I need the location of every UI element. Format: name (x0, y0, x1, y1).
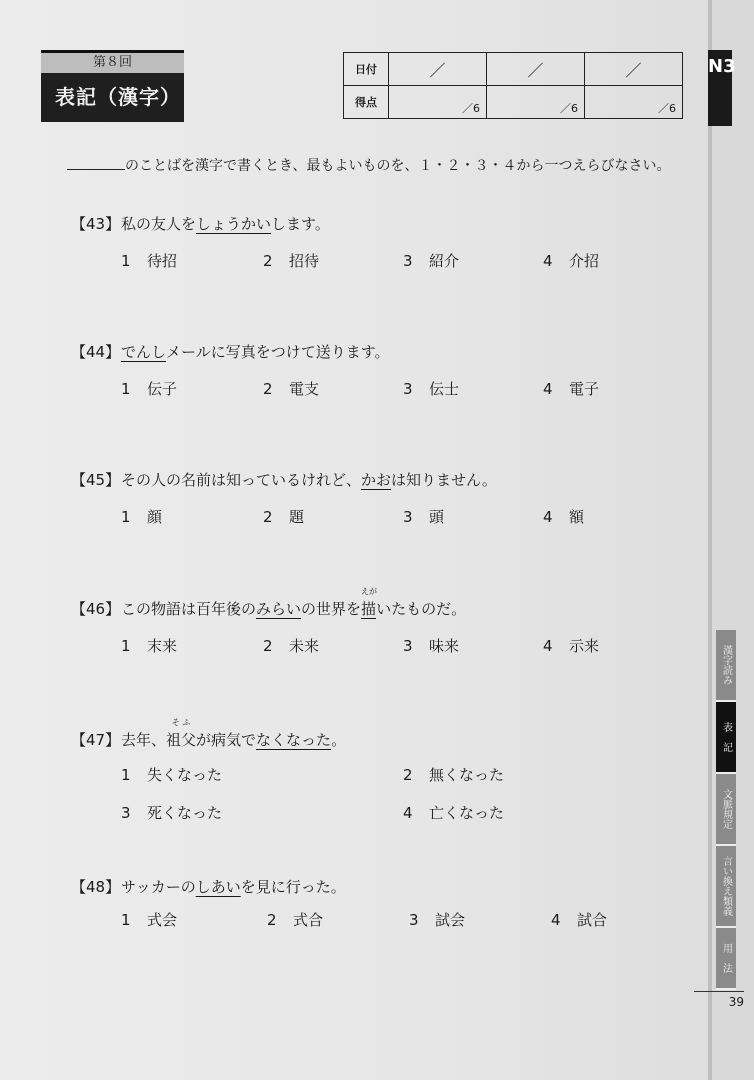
ruby-word: えが 描 (361, 587, 378, 618)
option-2[interactable]: 2 未来 (263, 637, 320, 655)
question-45 (71, 468, 671, 532)
option-1[interactable]: 1 伝子 (121, 380, 178, 398)
option-1[interactable]: 1 失くなった (121, 766, 223, 784)
page-number: 39 (694, 991, 744, 1009)
question-stem: 【44】でんしメールに写真をつけて送ります。 (71, 343, 390, 361)
option-4[interactable]: 4 示来 (543, 637, 600, 655)
section-tabs (716, 630, 736, 990)
option-3[interactable]: 3 死くなった (121, 804, 223, 822)
option-4[interactable]: 4 介招 (543, 252, 600, 270)
options (71, 635, 671, 661)
option-4[interactable]: 4 亡くなった (403, 804, 505, 822)
question-43 (71, 212, 671, 276)
question-stem: 【48】サッカーのしあいを見に行った。 (71, 878, 346, 896)
instruction-text: のことばを漢字で書くとき、最もよいものを、１・２・３・４から一つえらびなさい。 (125, 158, 671, 174)
option-4[interactable]: 4 電子 (543, 380, 600, 398)
target-word: でんし (121, 343, 167, 361)
target-word: しょうかい (196, 215, 272, 233)
target-word: かお (361, 471, 392, 489)
score-cell-1: ／6 (389, 86, 487, 119)
option-2[interactable]: 2 招待 (263, 252, 320, 270)
target-word: みらい (256, 600, 302, 618)
level-badge: N3 (708, 50, 732, 126)
option-3[interactable]: 3 味来 (403, 637, 460, 655)
furigana: そ ふ (171, 718, 191, 727)
underline-blank (67, 155, 125, 170)
option-2[interactable]: 2 無くなった (403, 766, 505, 784)
options (71, 250, 671, 276)
tab-context[interactable]: 文脈規定 (716, 774, 736, 846)
option-3[interactable]: 3 頭 (403, 508, 445, 526)
tab-kanji-reading[interactable]: 漢字読み (716, 630, 736, 702)
furigana: えが (361, 587, 378, 596)
option-3[interactable]: 3 紹介 (403, 252, 460, 270)
option-1[interactable]: 1 顔 (121, 508, 163, 526)
option-2[interactable]: 2 題 (263, 508, 305, 526)
tab-usage[interactable]: 用 法 (716, 928, 736, 990)
target-word: なくなった (256, 731, 332, 749)
date-cell-2: ／ (487, 53, 585, 86)
section-title: 表記（漢字） (41, 73, 184, 122)
date-label: 日付 (344, 53, 389, 86)
score-cell-2: ／6 (487, 86, 585, 119)
ruby-word: そ ふ 祖父 (166, 718, 197, 749)
options (71, 909, 671, 935)
question-stem: 【45】その人の名前は知っているけれど、かおは知りません。 (71, 471, 497, 489)
option-1[interactable]: 1 待招 (121, 252, 178, 270)
option-2[interactable]: 2 式合 (267, 911, 324, 929)
question-47 (71, 718, 671, 828)
option-2[interactable]: 2 電支 (263, 380, 320, 398)
score-label: 得点 (344, 86, 389, 119)
question-46 (71, 587, 671, 661)
options-row-2 (71, 802, 671, 828)
lesson-number: 第８回 (41, 50, 184, 73)
options (71, 378, 671, 404)
instructions (67, 155, 687, 175)
question-44 (71, 340, 671, 404)
option-1[interactable]: 1 末来 (121, 637, 178, 655)
score-table (343, 52, 683, 119)
option-1[interactable]: 1 式会 (121, 911, 178, 929)
question-stem: 【46】この物語は百年後のみらいの世界を えが 描いたものだ。 (71, 597, 671, 621)
tab-notation[interactable]: 表 記 (716, 702, 736, 774)
option-4[interactable]: 4 試合 (551, 911, 608, 929)
tab-paraphrase[interactable]: 言い換え類義 (716, 846, 736, 928)
lesson-header (41, 50, 184, 122)
option-3[interactable]: 3 試会 (409, 911, 466, 929)
score-cell-3: ／6 (585, 86, 683, 119)
question-stem: 【47】去年、 そ ふ 祖父が病気でなくなった。 (71, 728, 671, 752)
options (71, 764, 671, 790)
options (71, 506, 671, 532)
date-cell-3: ／ (585, 53, 683, 86)
question-48 (71, 875, 671, 935)
target-word: しあい (195, 878, 241, 896)
option-3[interactable]: 3 伝士 (403, 380, 460, 398)
option-4[interactable]: 4 額 (543, 508, 585, 526)
question-stem: 【43】私の友人をしょうかいします。 (71, 215, 330, 233)
date-cell-1: ／ (389, 53, 487, 86)
